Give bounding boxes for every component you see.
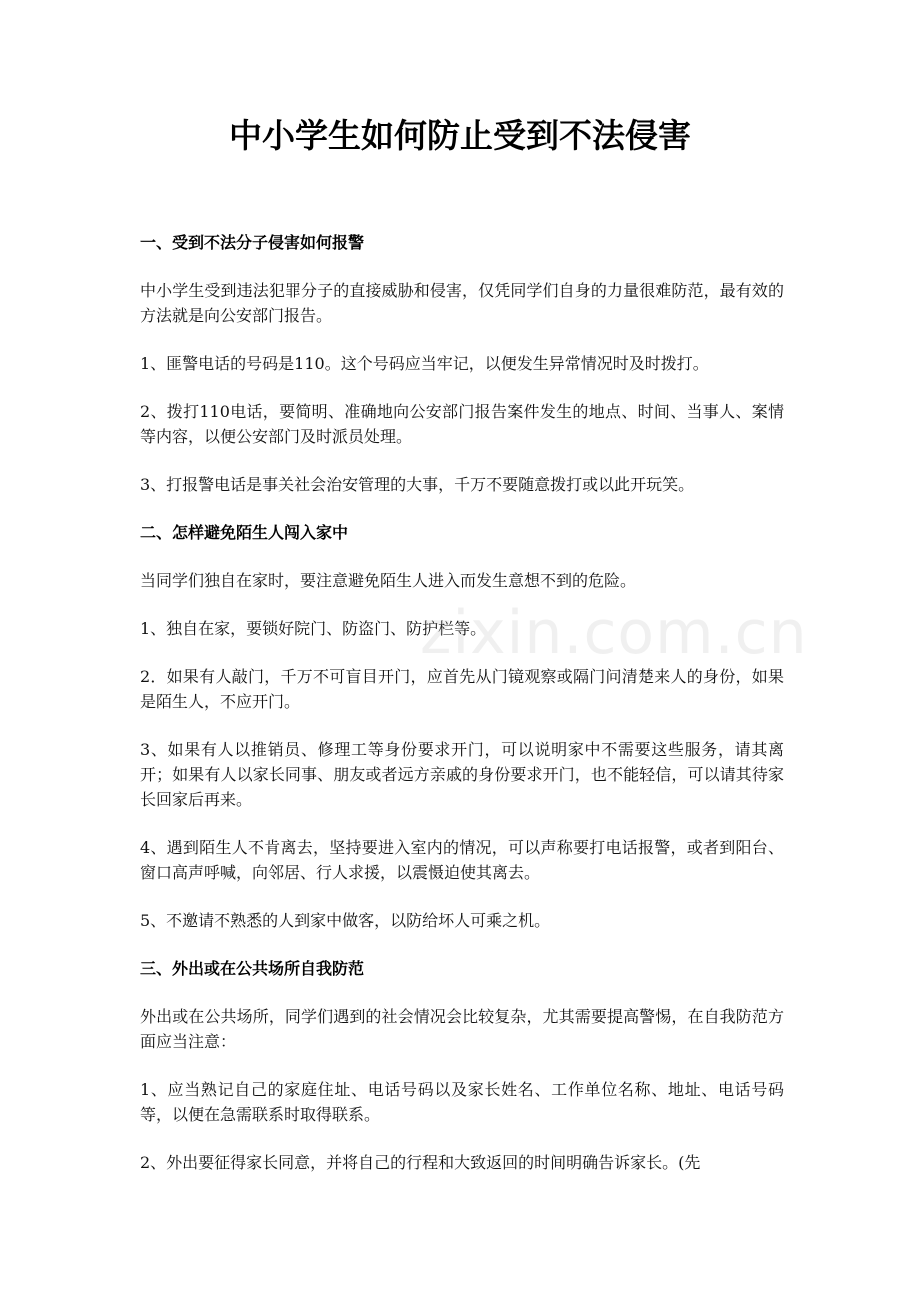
paragraph: 3、如果有人以推销员、修理工等身份要求开门，可以说明家中不需要这些服务，请其离开；如果有人以家长同事、朋友或者远方亲戚的身份要求开门，也不能轻信，可以请其待家长回家后再来。	[140, 740, 784, 809]
section-stranger-at-home	[140, 520, 784, 933]
paragraph: 3、打报警电话是事关社会治安管理的大事，千万不要随意拨打或以此开玩笑。	[140, 475, 695, 494]
paragraph: 中小学生受到违法犯罪分子的直接威胁和侵害，仅凭同学们自身的力量很难防范，最有效的方法就是向公安部门报告。	[140, 281, 784, 325]
document-body	[140, 230, 784, 1198]
section-public-places	[140, 956, 784, 1175]
section-heading: 一、受到不法分子侵害如何报警	[140, 233, 365, 252]
paragraph: 当同学们独自在家时，要注意避免陌生人进入而发生意想不到的危险。	[140, 571, 637, 590]
section-report-to-police	[140, 230, 784, 497]
page-title: 中小学生如何防止受到不法侵害	[229, 116, 691, 155]
paragraph: 1、独自在家，要锁好院门、防盗门、防护栏等。	[140, 619, 487, 638]
watermark: zixin.com.cn	[420, 598, 808, 668]
section-heading: 三、外出或在公共场所自我防范	[140, 959, 365, 978]
paragraph: 1、应当熟记自己的家庭住址、电话号码以及家长姓名、工作单位名称、地址、电话号码等，以便在急需联系时取得联系。	[140, 1080, 784, 1124]
paragraph: 2．如果有人敲门，千万不可盲目开门，应首先从门镜观察或隔门问清楚来人的身份，如果是陌生人，不应开门。	[140, 667, 784, 711]
paragraph: 1、匪警电话的号码是110。这个号码应当牢记，以便发生异常情况时及时拨打。	[140, 354, 709, 373]
paragraph: 外出或在公共场所，同学们遇到的社会情况会比较复杂，尤其需要提高警惕，在自我防范方面应当注意：	[140, 1007, 784, 1051]
paragraph: 2、拨打110电话，要简明、准确地向公安部门报告案件发生的地点、时间、当事人、案情等内容，以便公安部门及时派员处理。	[140, 402, 784, 446]
paragraph: 5、不邀请不熟悉的人到家中做客，以防给坏人可乘之机。	[140, 911, 551, 930]
paragraph: 2、外出要征得家长同意，并将自己的行程和大致返回的时间明确告诉家长。(先	[140, 1153, 701, 1172]
section-heading: 二、怎样避免陌生人闯入家中	[140, 523, 349, 542]
paragraph: 4、遇到陌生人不肯离去，坚持要进入室内的情况，可以声称要打电话报警，或者到阳台、窗口高声呼喊，向邻居、行人求援，以震慑迫使其离去。	[140, 838, 784, 882]
